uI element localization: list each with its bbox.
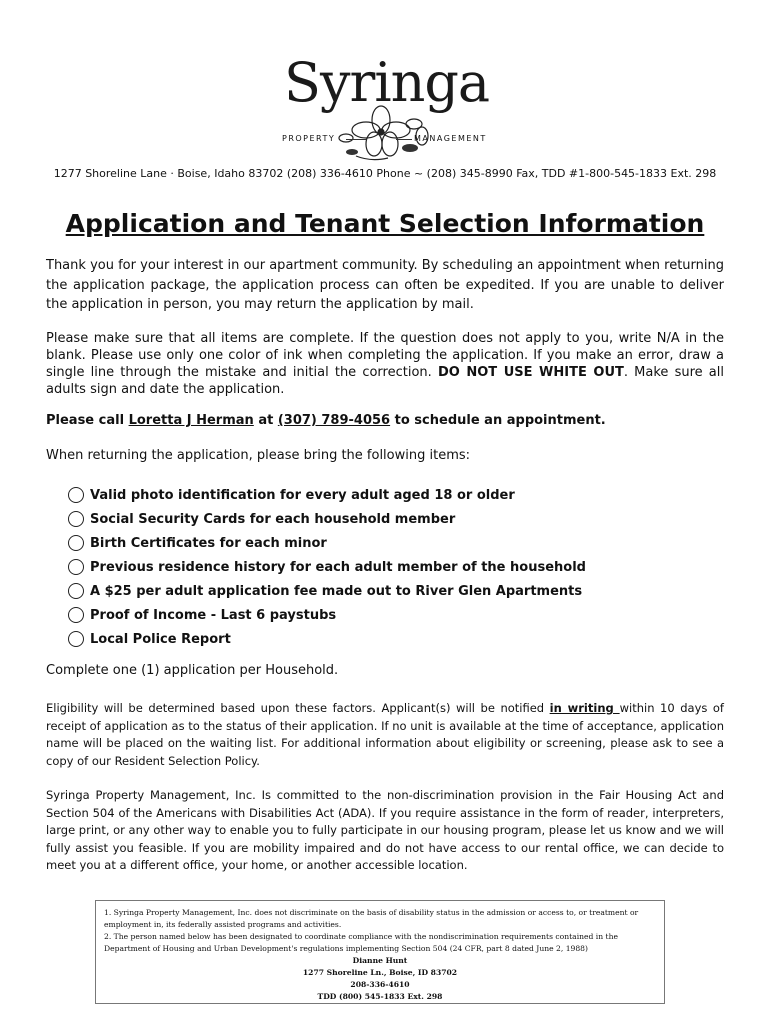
- one-per-household: Complete one (1) application per Household.: [46, 663, 339, 678]
- checklist-label: Birth Certificates for each minor: [90, 535, 327, 551]
- contact-phone: (307) 789-4056: [277, 413, 391, 428]
- checkbox-circle[interactable]: [68, 607, 84, 623]
- checklist-label: Previous residence history for each adult member of the household: [90, 559, 586, 575]
- checklist-label: Valid photo identification for every adult aged 18 or older: [90, 487, 515, 503]
- checklist-item[interactable]: [68, 483, 718, 507]
- checklist-label: A $25 per adult application fee made out to River Glen Apartments: [90, 583, 583, 599]
- checkbox-circle[interactable]: [68, 511, 84, 527]
- call-prefix: Please call: [46, 413, 129, 428]
- logo-property-text: PROPERTY: [282, 134, 336, 143]
- required-items-checklist: [68, 483, 718, 651]
- call-paragraph: [46, 412, 724, 429]
- coordinator-phone: 208-336-4610: [350, 980, 410, 989]
- notice-line-2: 2. The person named below has been designated to coordinate compliance with the nondiscrimination requirements contained in the Department of Housing and Urban Development's regulations implementing Section 504 (24 CFR, part 8 dated June 2, 1988): [104, 932, 618, 953]
- page-title: Application and Tenant Selection Information: [65, 209, 705, 238]
- eligibility-paragraph: [46, 700, 724, 770]
- checkbox-circle[interactable]: [68, 535, 84, 551]
- bring-intro: When returning the application, please bring the following items:: [46, 448, 471, 463]
- in-writing-emphasis: in writing: [549, 701, 620, 715]
- eligibility-after: within 10 days of receipt of application as to the status of their application. If no unit is available at the time of acceptance, application name will be placed on the waiting list. For additional information about eligibility or screening, please ask to see a copy of our Resident Selection Policy.: [46, 701, 724, 768]
- checkbox-circle[interactable]: [68, 487, 84, 503]
- coordinator-address: 1277 Shoreline Ln., Boise, ID 83702: [302, 968, 458, 977]
- logo-divider-left: [346, 139, 366, 140]
- notice-line-1: 1. Syringa Property Management, Inc. does not discriminate on the basis of disability status in the admission or access to, or treatment or employment in, its federally assisted programs and activities.: [104, 908, 639, 929]
- checkbox-circle[interactable]: [68, 631, 84, 647]
- coordinator-name: Dianne Hunt: [352, 956, 408, 965]
- white-out-warning: DO NOT USE WHITE OUT: [437, 365, 624, 380]
- call-mid: at: [253, 413, 278, 428]
- instructions-paragraph: [46, 330, 724, 398]
- coordinator-tdd: TDD (800) 545-1833 Ext. 298: [317, 992, 443, 1001]
- checklist-item[interactable]: [68, 507, 718, 531]
- checklist-item[interactable]: [68, 603, 718, 627]
- contact-name: Loretta J Herman: [128, 413, 254, 428]
- call-suffix: to schedule an appointment.: [390, 413, 606, 428]
- logo-management-text: MANAGEMENT: [414, 134, 487, 143]
- checklist-label: Proof of Income - Last 6 paystubs: [90, 607, 337, 623]
- instructions-text: Please make sure that all items are complete. If the question does not apply to you, write N/A in the blank. Please use only one color of ink when completing the application. If you make an error, draw a single line through the mistake and initial the correction.: [46, 331, 724, 380]
- checkbox-circle[interactable]: [68, 583, 84, 599]
- syringa-logo: [276, 51, 496, 166]
- checklist-item[interactable]: [68, 555, 718, 579]
- checklist-label: Local Police Report: [90, 631, 231, 647]
- intro-paragraph: Thank you for your interest in our apartment community. By scheduling an appointment when returning the application package, the application process can often be expedited. If you are unable to deliver the application in person, you may return the application by mail.: [46, 258, 724, 312]
- checklist-item[interactable]: [68, 627, 718, 651]
- nondiscrimination-paragraph: Syringa Property Management, Inc. Is committed to the non-discrimination provision in the Fair Housing Act and Section 504 of the Americans with Disabilities Act (ADA). If you require assistance in the form of reader, interpreters, large print, or any other way to enable you to fully participate in our housing program, please let us know and we will fully assist you feasible. If you are mobility impaired and do not have access to our rental office, we can decide to meet you at a different office, your home, or another accessible location.: [46, 788, 724, 872]
- logo-wordmark: Syringa: [284, 51, 490, 114]
- checklist-label: Social Security Cards for each household member: [90, 511, 456, 527]
- logo-divider-right: [396, 139, 412, 140]
- company-address: 1277 Shoreline Lane · Boise, Idaho 83702 (208) 336-4610 Phone ~ (208) 345-8990 Fax, TDD #1-800-545-1833 Ext. 298: [53, 167, 717, 180]
- checklist-item[interactable]: [68, 579, 718, 603]
- compliance-notice-box: [95, 900, 665, 1004]
- checklist-item[interactable]: [68, 531, 718, 555]
- eligibility-before: Eligibility will be determined based upon these factors. Applicant(s) will be notified: [46, 701, 550, 715]
- checkbox-circle[interactable]: [68, 559, 84, 575]
- instructions-after: . Make sure all adults sign and date the application.: [46, 365, 724, 397]
